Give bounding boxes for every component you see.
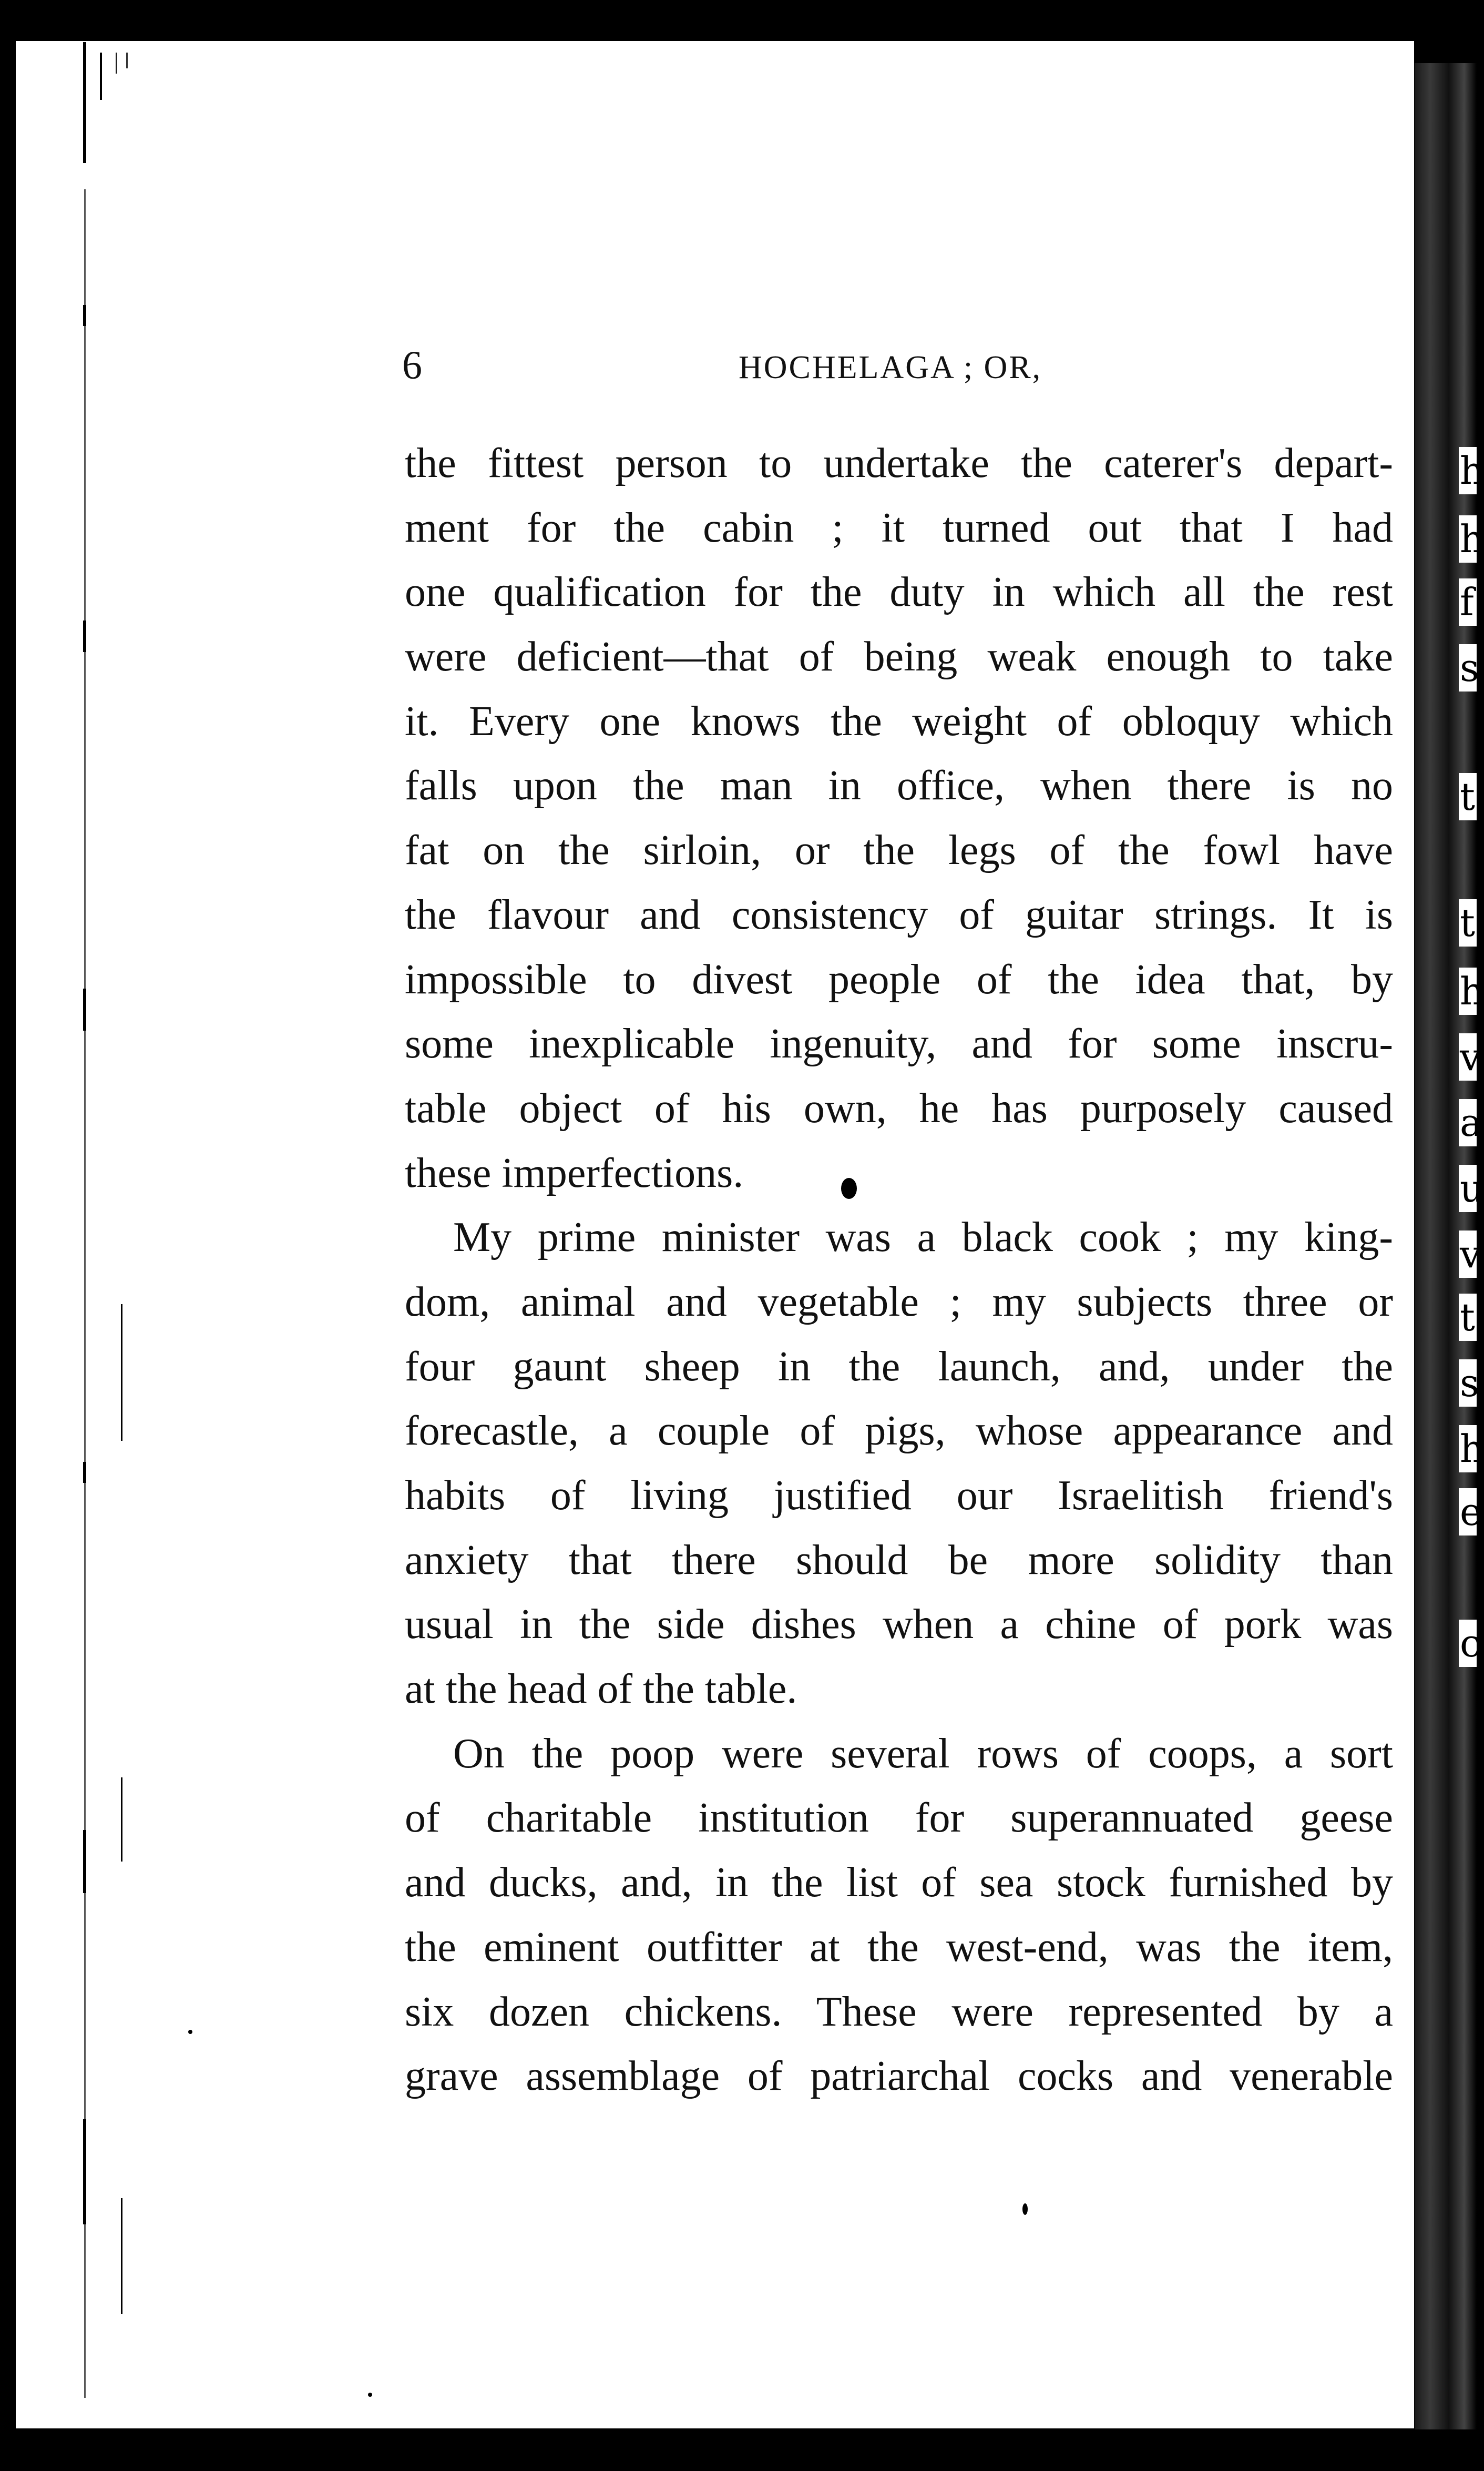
paragraph-2 <box>405 1205 1393 1722</box>
text-line: habits of living justified our Israelitish friend's <box>405 1472 1393 1519</box>
text-line: impossible to divest people of the idea that, by <box>405 956 1393 1003</box>
text-line: the flavour and consistency of guitar strings. It is <box>405 891 1393 938</box>
page-header <box>402 337 1396 394</box>
text-line: the fittest person to undertake the caterer's depart- <box>405 440 1393 486</box>
edge-letter: t <box>1459 773 1477 820</box>
facing-page-edge-letters <box>1459 0 1484 2471</box>
text-line: ment for the cabin ; it turned out that I had <box>405 504 1393 551</box>
text-line: dom, animal and vegetable ; my subjects three or <box>405 1278 1393 1325</box>
paragraph-1 <box>405 431 1393 1205</box>
text-line: at the head of the table. <box>405 1666 797 1713</box>
text-line: it. Every one knows the weight of obloquy which <box>405 698 1393 745</box>
text-line: and ducks, and, in the list of sea stock furnished by <box>405 1859 1393 1906</box>
text-line: fat on the sirloin, or the legs of the fowl have <box>405 827 1393 874</box>
edge-letter: h <box>1459 447 1477 494</box>
edge-letter: f <box>1459 578 1477 626</box>
print-speck <box>188 2030 192 2034</box>
text-line: usual in the side dishes when a chine of pork was <box>405 1601 1393 1648</box>
text-line: falls upon the man in office, when there is no <box>405 762 1393 809</box>
edge-letter: s <box>1459 1359 1477 1407</box>
text-line: table object of his own, he has purposely caused <box>405 1085 1393 1132</box>
text-line: six dozen chickens. These were represented by a <box>405 1988 1393 2035</box>
edge-letter: s <box>1459 644 1477 692</box>
body-text <box>405 431 1393 2109</box>
text-line: these imperfections. <box>405 1150 744 1196</box>
edge-letter: h <box>1459 968 1477 1015</box>
text-line: of charitable institution for superannuated geese <box>405 1795 1393 1842</box>
edge-letter: t <box>1459 899 1477 947</box>
paragraph-3 <box>405 1722 1393 2109</box>
text-line: four gaunt sheep in the launch, and, under the <box>405 1343 1393 1390</box>
text-line: My prime minister was a black cook ; my king- <box>453 1214 1393 1261</box>
edge-letter: a <box>1459 1099 1477 1146</box>
print-speck <box>841 1178 857 1199</box>
text-line: On the poop were several rows of coops, a sort <box>453 1730 1393 1777</box>
text-line: the eminent outfitter at the west-end, was the item, <box>405 1924 1393 1970</box>
text-line: forecastle, a couple of pigs, whose appearance and <box>405 1408 1393 1455</box>
gutter-binding-marks <box>79 42 147 2408</box>
text-line: one qualification for the duty in which all the rest <box>405 569 1393 616</box>
text-line: some inexplicable ingenuity, and for some inscru- <box>405 1021 1393 1067</box>
text-line: grave assemblage of patriarchal cocks and venerable <box>405 2053 1393 2100</box>
print-speck <box>1022 2203 1028 2215</box>
edge-letter: t <box>1459 1294 1477 1341</box>
edge-letter: h <box>1459 515 1477 563</box>
edge-letter: v <box>1459 1231 1477 1278</box>
edge-letter: h <box>1459 1425 1477 1472</box>
edge-letter: v <box>1459 1033 1477 1081</box>
edge-letter: e <box>1459 1488 1477 1536</box>
edge-letter: c <box>1459 1620 1477 1667</box>
text-line: were deficient—that of being weak enough to take <box>405 634 1393 680</box>
running-head: HOCHELAGA ; OR, <box>739 350 1042 385</box>
edge-letter: u <box>1459 1165 1477 1212</box>
text-line: anxiety that there should be more solidity than <box>405 1537 1393 1583</box>
print-speck <box>368 2393 372 2397</box>
page-number: 6 <box>402 343 422 388</box>
